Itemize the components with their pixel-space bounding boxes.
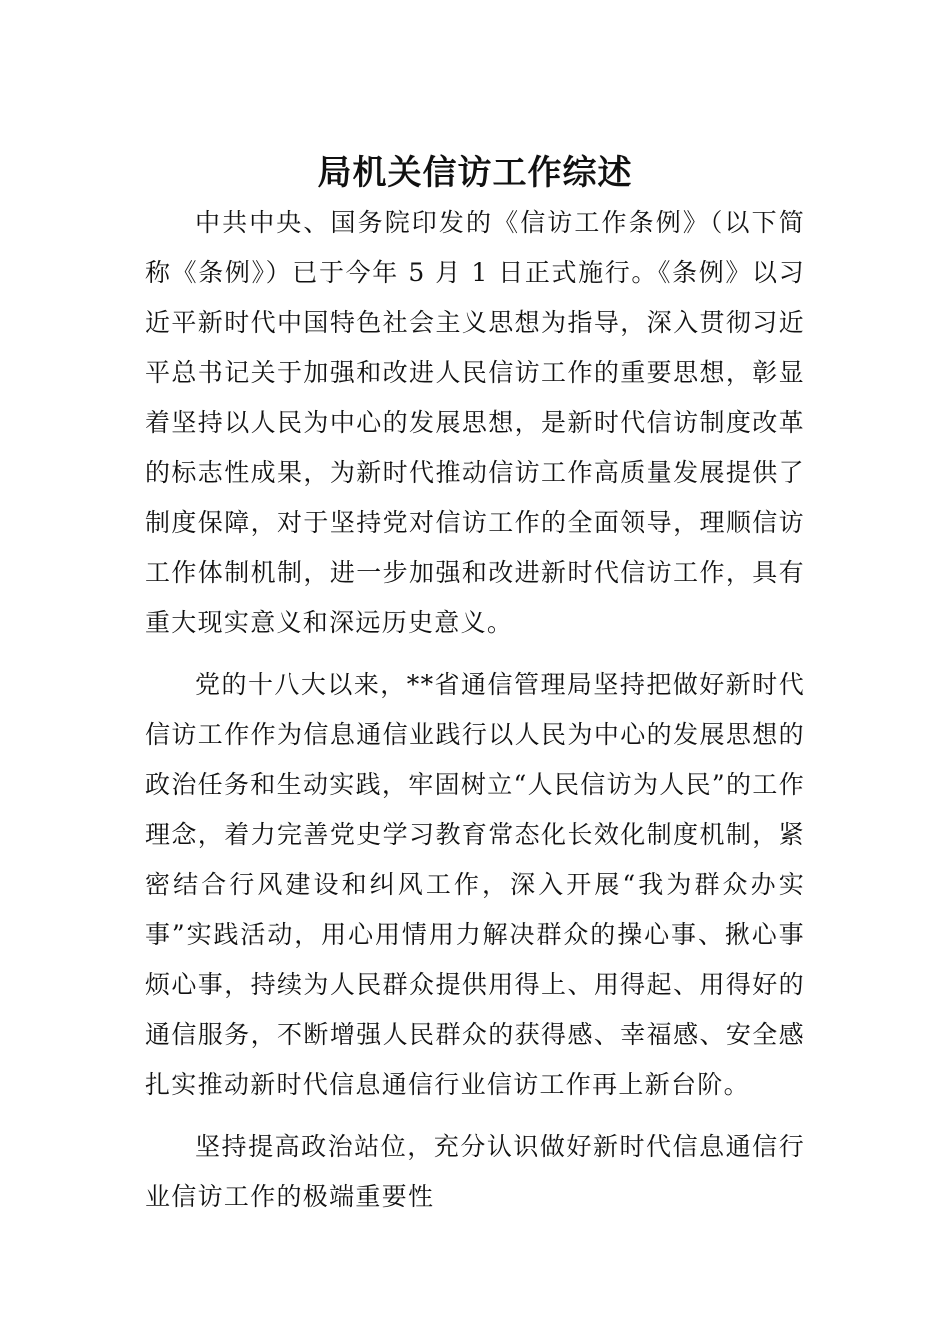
- paragraph-section-heading: 坚持提高政治站位，充分认识做好新时代信息通信行业信访工作的极端重要性: [145, 1132, 805, 1211]
- document-title: 局机关信访工作综述: [317, 152, 633, 193]
- paragraph-intro: 中共中央、国务院印发的《信访工作条例》（以下简称《条例》）已于今年 5 月 1 日正式施行。《条例》以习近平新时代中国特色社会主义思想为指导，深入贯彻习近平总书记关于加强和改进人民信访工作的重要思想，彰显着坚持以人民为中心的发展思想，是新时代信访制度改革的标志性成果，为新时代推动信访工作高质量发展提供了制度保障，对于坚持党对信访工作的全面领导，理顺信访工作体制机制，进一步加强和改进新时代信访工作，具有重大现实意义和深远历史意义。: [145, 208, 805, 637]
- document-body: [145, 198, 805, 1222]
- paragraph-achievements: 党的十八大以来，**省通信管理局坚持把做好新时代信访工作作为信息通信业践行以人民为中心的发展思想的政治任务和生动实践，牢固树立“人民信访为人民”的工作理念，着力完善党史学习教育常态化长效化制度机制，紧密结合行风建设和纠风工作，深入开展“我为群众办实事”实践活动，用心用情用力解决群众的操心事、揪心事烦心事，持续为人民群众提供用得上、用得起、用得好的通信服务，不断增强人民群众的获得感、幸福感、安全感扎实推动新时代信息通信行业信访工作再上新台阶。: [145, 670, 805, 1099]
